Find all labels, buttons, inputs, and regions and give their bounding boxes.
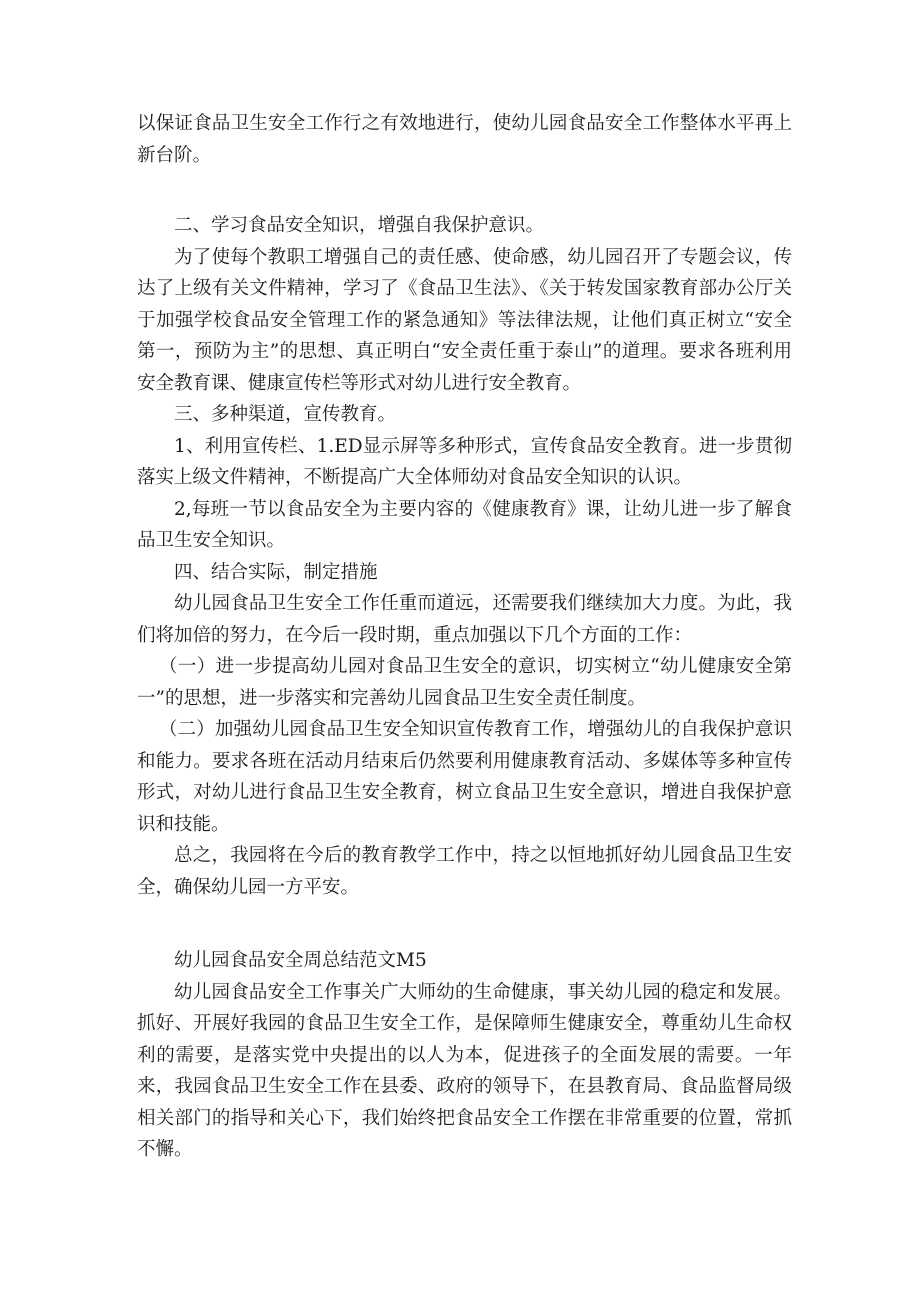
- paragraph-measure-1: （一）进一步提高幼儿园对食品卫生安全的意识，切实树立“幼儿健康安全第一”的思想，进一步落实和完善幼儿园食品卫生安全责任制度。: [137, 656, 792, 709]
- paragraph-conclusion: 总之，我园将在今后的教育教学工作中，持之以恒地抓好幼儿园食品卫生安全，确保幼儿园一方平安。: [137, 845, 792, 898]
- section-title: 幼儿园食品安全周总结范文M5: [174, 950, 427, 971]
- heading-study-knowledge: 二、学习食品安全知识，增强自我保护意识。: [174, 215, 545, 236]
- paragraph-measures-intro: 幼儿园食品卫生安全工作任重而道远，还需要我们继续加大力度。为此，我们将加倍的努力，在今后一段时期，重点加强以下几个方面的工作：: [137, 593, 792, 646]
- paragraph-section-body: 幼儿园食品安全工作事关广大师幼的生命健康，事关幼儿园的稳定和发展。抓好、开展好我园的食品卫生安全工作，是保障师生健康安全，尊重幼儿生命权利的需要，是落实党中央提出的以人为本，促进孩子的全面发展的需要。一年来，我园食品卫生安全工作在县委、政府的领导下，在县教育局、食品监督局级相关部门的指导和关心下，我们始终把食品安全工作摆在非常重要的位置，常抓不懈。: [137, 981, 792, 1160]
- text-block-section: [137, 945, 792, 1166]
- paragraph-study-detail: 为了使每个教职工增强自己的责任感、使命感，幼儿园召开了专题会议，传达了上级有关文件精神，学习了《食品卫生法》、《关于转发国家教育部办公厅关于加强学校食品安全管理工作的紧急通知》等法律法规，让他们真正树立“安全第一，预防为主”的思想、真正明白“安全责任重于泰山”的道理。要求各班利用安全教育课、健康宣传栏等形式对幼儿进行安全教育。: [137, 246, 792, 394]
- paragraph-publicity-2: 2,每班一节以食品安全为主要内容的《健康教育》课，让幼儿进一步了解食品卫生安全知识。: [137, 498, 792, 551]
- heading-publicity: 三、多种渠道，宣传教育。: [174, 404, 397, 425]
- paragraph-measure-2: （二）加强幼儿园食品卫生安全知识宣传教育工作，增强幼儿的自我保护意识和能力。要求各班在活动月结束后仍然要利用健康教育活动、多媒体等多种宣传形式，对幼儿进行食品卫生安全教育，树立食品卫生安全意识，增进自我保护意识和技能。: [137, 719, 792, 835]
- text-block-main: [137, 210, 792, 903]
- text-block-top: [137, 108, 792, 171]
- paragraph-publicity-1: 1、利用宣传栏、1.ED显示屏等多种形式，宣传食品安全教育。进一步贯彻落实上级文件精神，不断提高广大全体师幼对食品安全知识的认识。: [137, 435, 792, 488]
- heading-measures: 四、结合实际，制定措施: [174, 561, 378, 583]
- paragraph-continued: 以保证食品卫生安全工作行之有效地进行，使幼儿园食品安全工作整体水平再上新台阶。: [137, 113, 792, 166]
